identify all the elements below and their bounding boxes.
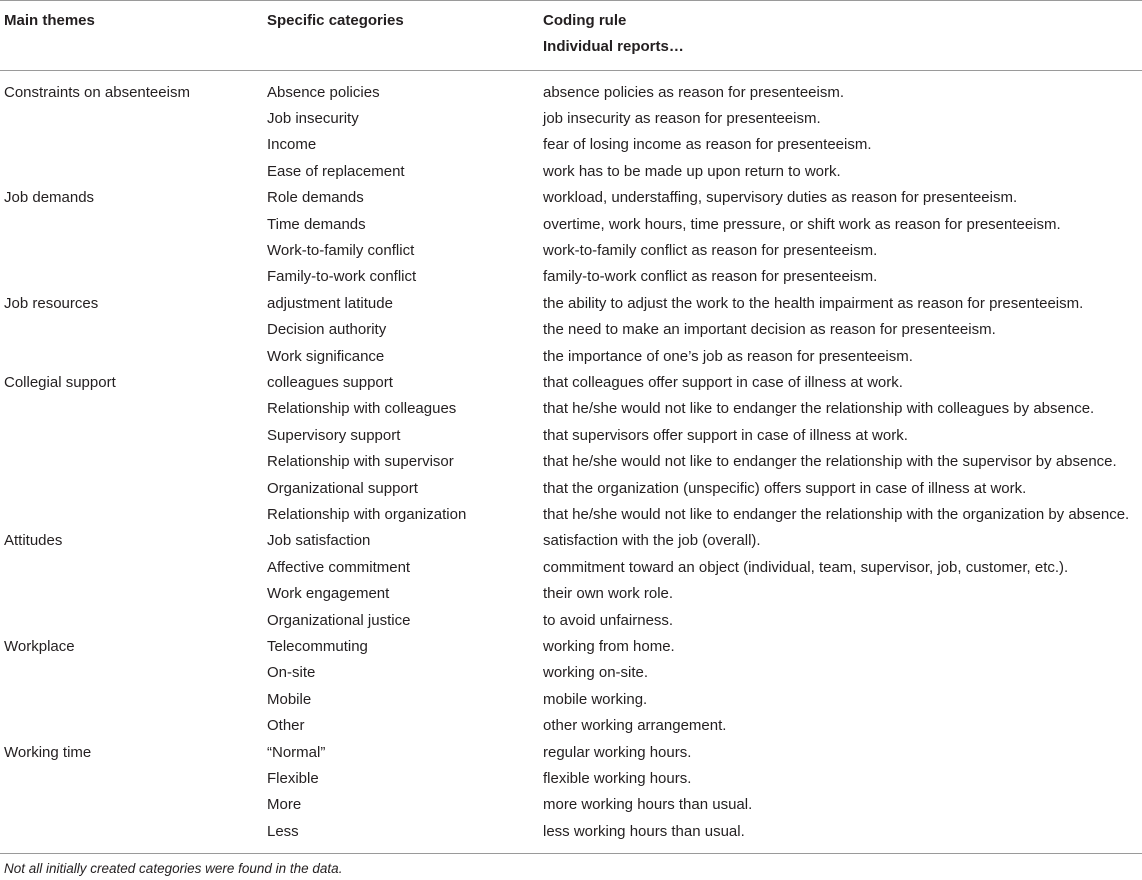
cell-specific-category: Relationship with supervisor xyxy=(267,453,454,471)
cell-main-theme: Job resources xyxy=(4,294,99,312)
header-main-themes: Main themes xyxy=(4,12,95,29)
cell-specific-category: Work-to-family conflict xyxy=(267,241,415,259)
cell-coding-rule: that the organization (unspecific) offers support in case of illness at work. xyxy=(543,479,1027,497)
cell-coding-rule: that supervisors offer support in case of illness at work. xyxy=(543,426,908,444)
cell-specific-category: Affective commitment xyxy=(267,558,411,576)
cell-coding-rule: overtime, work hours, time pressure, or shift work as reason for presenteeism. xyxy=(543,215,1061,233)
cell-coding-rule: that he/she would not like to endanger the relationship with the organization by absence. xyxy=(543,505,1130,523)
table-row xyxy=(0,713,1142,739)
cell-specific-category: Ease of replacement xyxy=(267,162,405,180)
cell-main-theme: Workplace xyxy=(4,637,75,655)
table-top-rule xyxy=(0,0,1142,1)
cell-coding-rule: the ability to adjust the work to the health impairment as reason for presenteeism. xyxy=(543,294,1084,312)
cell-main-theme: Constraints on absenteeism xyxy=(4,83,190,101)
table-row xyxy=(0,159,1142,185)
cell-specific-category: Supervisory support xyxy=(267,426,401,444)
cell-specific-category: Flexible xyxy=(267,769,319,787)
cell-specific-category: colleagues support xyxy=(267,373,393,391)
table-row xyxy=(0,238,1142,264)
cell-main-theme: Job demands xyxy=(4,189,95,207)
table-row xyxy=(0,819,1142,845)
cell-specific-category: “Normal” xyxy=(267,743,326,761)
cell-specific-category: Telecommuting xyxy=(267,637,368,655)
cell-specific-category: Family-to-work conflict xyxy=(267,268,417,286)
cell-specific-category: Relationship with colleagues xyxy=(267,400,457,418)
cell-coding-rule: commitment toward an object (individual, team, supervisor, job, customer, etc.). xyxy=(543,558,1069,576)
cell-coding-rule: working on-site. xyxy=(543,664,649,682)
cell-coding-rule: their own work role. xyxy=(543,585,674,603)
cell-specific-category: Absence policies xyxy=(267,83,380,101)
cell-coding-rule: that he/she would not like to endanger the relationship with colleagues by absence. xyxy=(543,400,1095,418)
cell-main-theme: Working time xyxy=(4,743,92,761)
header-specific-categories: Specific categories xyxy=(267,12,404,29)
header-bottom-rule xyxy=(0,70,1142,71)
cell-coding-rule: the need to make an important decision as reason for presenteeism. xyxy=(543,321,996,339)
cell-specific-category: Mobile xyxy=(267,690,312,708)
cell-coding-rule: working from home. xyxy=(543,637,675,655)
table-row xyxy=(0,264,1142,290)
cell-main-theme: Attitudes xyxy=(4,532,63,550)
cell-specific-category: Decision authority xyxy=(267,321,387,339)
cell-specific-category: Organizational justice xyxy=(267,611,411,629)
table-row xyxy=(0,185,1142,211)
table-row xyxy=(0,634,1142,660)
header-coding-rule: Coding rule xyxy=(543,12,627,29)
cell-coding-rule: regular working hours. xyxy=(543,743,692,761)
cell-specific-category: Job satisfaction xyxy=(267,532,371,550)
table-row xyxy=(0,766,1142,792)
cell-specific-category: Role demands xyxy=(267,189,364,207)
cell-coding-rule: the importance of one’s job as reason for presenteeism. xyxy=(543,347,913,365)
table-row xyxy=(0,396,1142,422)
table-row xyxy=(0,344,1142,370)
table-row xyxy=(0,80,1142,106)
cell-coding-rule: family-to-work conflict as reason for presenteeism. xyxy=(543,268,878,286)
table-row xyxy=(0,555,1142,581)
cell-coding-rule: mobile working. xyxy=(543,690,648,708)
table-bottom-rule xyxy=(0,853,1142,854)
cell-specific-category: Time demands xyxy=(267,215,366,233)
cell-coding-rule: less working hours than usual. xyxy=(543,822,745,840)
cell-specific-category: Job insecurity xyxy=(267,109,359,127)
cell-coding-rule: flexible working hours. xyxy=(543,769,692,787)
cell-coding-rule: satisfaction with the job (overall). xyxy=(543,532,761,550)
cell-coding-rule: work has to be made up upon return to work. xyxy=(543,162,841,180)
cell-specific-category: Other xyxy=(267,717,305,735)
cell-specific-category: More xyxy=(267,796,302,814)
cell-specific-category: Work engagement xyxy=(267,585,390,603)
table-row xyxy=(0,423,1142,449)
cell-coding-rule: to avoid unfairness. xyxy=(543,611,674,629)
table-row xyxy=(0,291,1142,317)
cell-coding-rule: more working hours than usual. xyxy=(543,796,753,814)
table-row xyxy=(0,132,1142,158)
cell-coding-rule: workload, understaffing, supervisory duties as reason for presenteeism. xyxy=(543,189,1018,207)
cell-coding-rule: that he/she would not like to endanger the relationship with the supervisor by absence. xyxy=(543,453,1117,471)
cell-specific-category: On-site xyxy=(267,664,316,682)
cell-coding-rule: that colleagues offer support in case of illness at work. xyxy=(543,373,903,391)
table-row xyxy=(0,317,1142,343)
table-row xyxy=(0,106,1142,132)
table-row xyxy=(0,740,1142,766)
cell-specific-category: Income xyxy=(267,136,317,154)
cell-coding-rule: fear of losing income as reason for presenteeism. xyxy=(543,136,872,154)
cell-main-theme: Collegial support xyxy=(4,373,116,391)
cell-coding-rule: work-to-family conflict as reason for presenteeism. xyxy=(543,241,878,259)
table-row xyxy=(0,687,1142,713)
table-row xyxy=(0,370,1142,396)
cell-specific-category: Less xyxy=(267,822,299,840)
cell-specific-category: Work significance xyxy=(267,347,385,365)
header-coding-rule-subtitle: Individual reports… xyxy=(543,38,684,55)
table-row xyxy=(0,502,1142,528)
table-footnote: Not all initially created categories were found in the data. xyxy=(4,861,343,876)
table-row xyxy=(0,449,1142,475)
cell-specific-category: Relationship with organization xyxy=(267,505,467,523)
cell-specific-category: Organizational support xyxy=(267,479,418,497)
cell-coding-rule: job insecurity as reason for presenteeism. xyxy=(543,109,821,127)
table-row xyxy=(0,608,1142,634)
cell-coding-rule: absence policies as reason for presenteeism. xyxy=(543,83,844,101)
cell-specific-category: adjustment latitude xyxy=(267,294,393,312)
table-row xyxy=(0,212,1142,238)
table-row xyxy=(0,581,1142,607)
table-row xyxy=(0,528,1142,554)
table-row xyxy=(0,476,1142,502)
cell-coding-rule: other working arrangement. xyxy=(543,717,727,735)
table-row xyxy=(0,660,1142,686)
table-row xyxy=(0,792,1142,818)
